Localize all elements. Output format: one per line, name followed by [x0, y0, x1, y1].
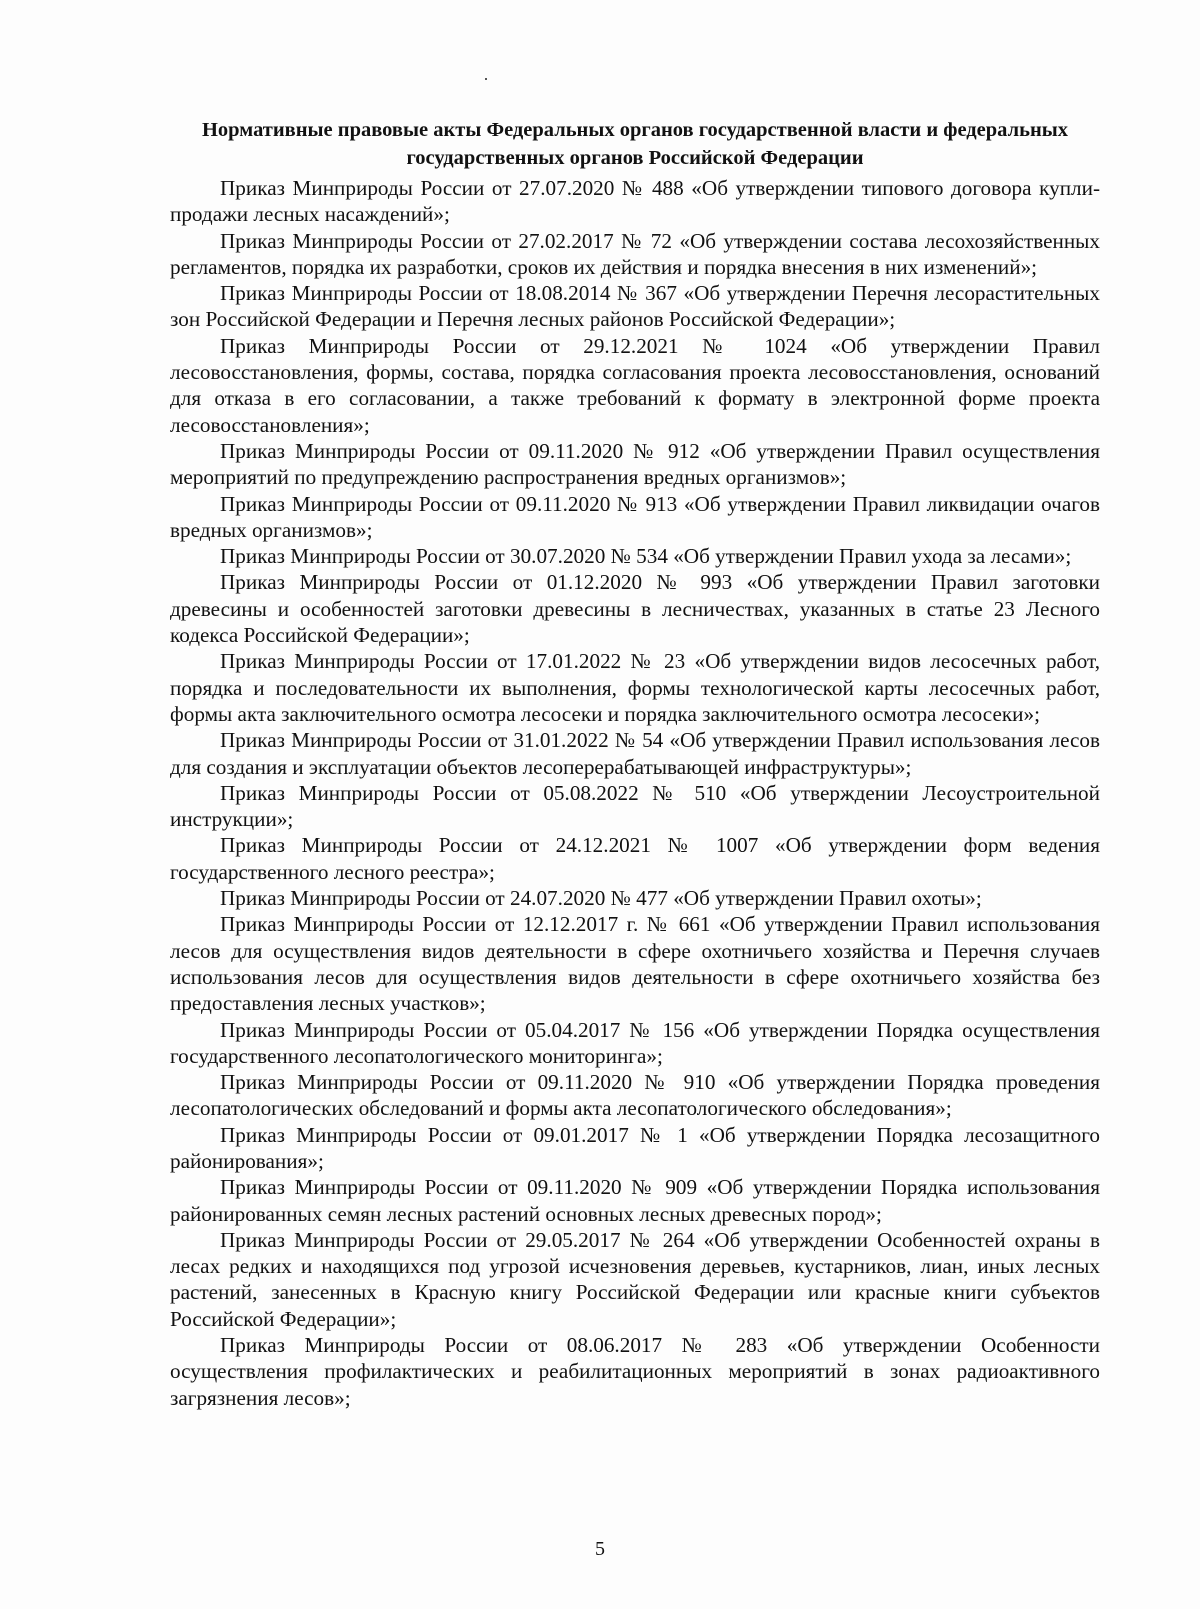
paragraph: Приказ Минприроды России от 12.12.2017 г. № 661 «Об утверждении Правил использования лесов для осуществления видов деятельности в сфере охотничьего хозяйства и Перечня случаев использования лесов для осуществления видов деятельности в сфере охотничьего хозяйства без предоставления лесных участков»;	[170, 912, 1100, 1016]
paragraph: Приказ Минприроды России от 27.07.2020 № 488 «Об утверждении типового договора купли-продажи лесных насаждений»;	[170, 176, 1100, 227]
paragraph: Приказ Минприроды России от 09.11.2020 № 913 «Об утверждении Правил ликвидации очагов вредных организмов»;	[170, 491, 1100, 542]
paragraph: Приказ Минприроды России от 09.11.2020 № 910 «Об утверждении Порядка проведения лесопатологических обследований и формы акта лесопатологического обследования»;	[170, 1070, 1100, 1121]
page-number: 5	[595, 1538, 605, 1560]
paragraph: Приказ Минприроды России от 09.11.2020 № 909 «Об утверждении Порядка использования районированных семян лесных растений основных лесных древесных пород»;	[170, 1175, 1100, 1226]
section-heading: Нормативные правовые акты Федеральных органов государственной власти и федеральных государственных органов Российской Федерации	[201, 119, 1069, 169]
paragraph: Приказ Минприроды России от 31.01.2022 № 54 «Об утверждении Правил использования лесов для создания и эксплуатации объектов лесоперерабатывающей инфраструктуры»;	[170, 728, 1100, 779]
paragraph: Приказ Минприроды России от 24.12.2021 № 1007 «Об утверждении форм ведения государственного лесного реестра»;	[170, 833, 1100, 884]
paragraph: Приказ Минприроды России от 09.01.2017 № 1 «Об утверждении Порядка лесозащитного районирования»;	[170, 1122, 1100, 1173]
paragraph: Приказ Минприроды России от 17.01.2022 № 23 «Об утверждении видов лесосечных работ, порядка и последовательности их выполнения, формы технологической карты лесосечных работ, формы акта заключительного осмотра лесосеки и порядка заключительного осмотра лесосеки»;	[170, 649, 1100, 726]
paragraph: Приказ Минприроды России от 29.05.2017 № 264 «Об утверждении Особенностей охраны в лесах редких и находящихся под угрозой исчезновения деревьев, кустарников, лиан, иных лесных растений, занесенных в Красную книгу Российской Федерации или красные книги субъектов Российской Федерации»;	[170, 1227, 1100, 1331]
scan-speck	[485, 78, 487, 80]
paragraph: Приказ Минприроды России от 01.12.2020 № 993 «Об утверждении Правил заготовки древесины и особенностей заготовки древесины в лесничествах, указанных в статье 23 Лесного кодекса Российской Федерации»;	[170, 570, 1100, 648]
paragraph: Приказ Минприроды России от 05.08.2022 № 510 «Об утверждении Лесоустроительной инструкции»;	[170, 780, 1100, 832]
paragraph: Приказ Минприроды России от 27.02.2017 № 72 «Об утверждении состава лесохозяйственных регламентов, порядка их разработки, сроков их действия и порядка внесения в них изменений»;	[170, 228, 1100, 279]
paragraph: Приказ Минприроды России от 30.07.2020 № 534 «Об утверждении Правил ухода за лесами»;	[220, 544, 1072, 569]
paragraph: Приказ Минприроды России от 29.12.2021 № 1024 «Об утверждении Правил лесовосстановления, формы, состава, порядка согласования проекта лесовосстановления, оснований для отказа в его согласовании, а также требований к формату в электронной форме проекта лесовосстановления»;	[170, 333, 1100, 437]
paragraph: Приказ Минприроды России от 24.07.2020 № 477 «Об утверждении Правил охоты»;	[220, 886, 982, 911]
paragraph: Приказ Минприроды России от 08.06.2017 № 283 «Об утверждении Особенности осуществления профилактических и реабилитационных мероприятий в зонах радиоактивного загрязнения лесов»;	[170, 1333, 1100, 1410]
paragraph: Приказ Минприроды России от 09.11.2020 № 912 «Об утверждении Правил осуществления мероприятий по предупреждению распространения вредных организмов»;	[170, 438, 1100, 490]
paragraph: Приказ Минприроды России от 18.08.2014 № 367 «Об утверждении Перечня лесорастительных зон Российской Федерации и Перечня лесных районов Российской Федерации»;	[170, 281, 1100, 332]
document-body	[170, 175, 1100, 1411]
paragraph: Приказ Минприроды России от 05.04.2017 № 156 «Об утверждении Порядка осуществления государственного лесопатологического мониторинга»;	[170, 1017, 1100, 1068]
